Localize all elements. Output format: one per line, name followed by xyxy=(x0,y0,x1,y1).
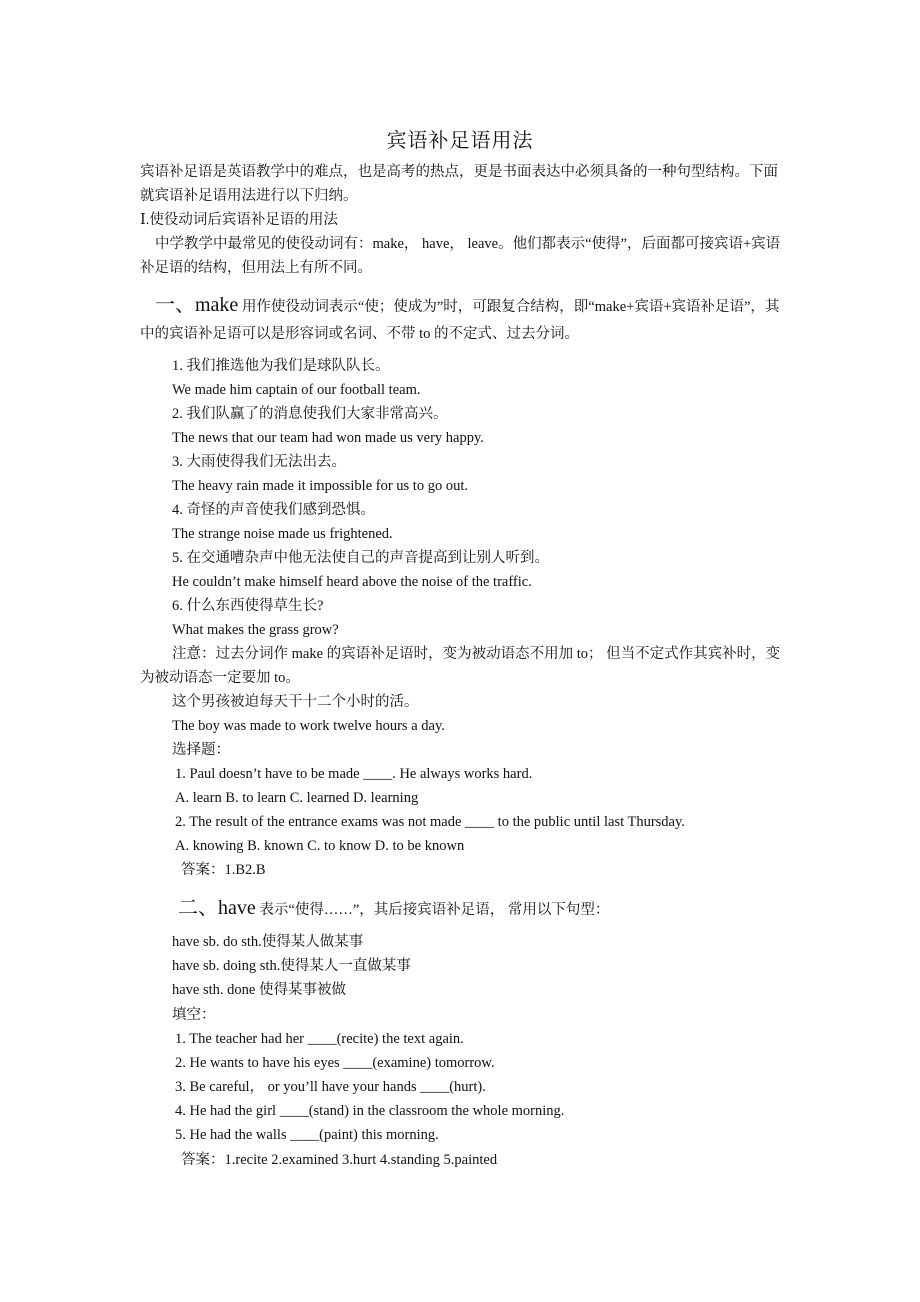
example-line: The news that our team had won made us very happy. xyxy=(172,430,484,446)
quiz-line: 1. Paul doesn’t have to be made ____. He always works hard. xyxy=(175,766,533,782)
example-line: 4. 奇怪的声音使我们感到恐惧。 xyxy=(172,502,375,518)
example-line: The boy was made to work twelve hours a day. xyxy=(172,718,445,734)
fill-line: 3. Be careful， or you’ll have your hands ____(hurt). xyxy=(175,1079,486,1095)
page-title: 宾语补足语用法 xyxy=(386,130,534,152)
note-paragraph xyxy=(140,642,784,690)
quiz-line: A. learn B. to learn C. learned D. learning xyxy=(175,790,419,806)
example-line: We made him captain of our football team. xyxy=(172,382,421,398)
make-section-label: 一、 xyxy=(155,294,195,316)
example-line: He couldn’t make himself heard above the noise of the traffic. xyxy=(172,574,532,590)
quiz-line: A. knowing B. known C. to know D. to be known xyxy=(175,838,465,854)
example-line: 1. 我们推选他为我们是球队队长。 xyxy=(172,358,390,374)
example-line: What makes the grass grow? xyxy=(172,622,339,638)
fill-heading: 填空： xyxy=(172,1007,216,1023)
intro-text: 宾语补足语是英语教学中的难点，也是高考的热点，更是书面表达中必须具备的一种句型结构。下面就宾语补足语用法进行以下归纳。 xyxy=(140,164,778,204)
pattern-line: have sb. doing sth.使得某人一直做某事 xyxy=(172,958,411,974)
pattern-line: have sth. done 使得某事被做 xyxy=(172,982,346,998)
make-section-description: 用作使役动词表示“使；使成为”时，可跟复合结构，即“make+宾语+宾语补足语”，其中的宾语补足语可以是形容词或名词、不带 to 的不定式、过去分词。 xyxy=(140,299,780,342)
example-line: The strange noise made us frightened. xyxy=(172,526,393,542)
example-line: 3. 大雨使得我们无法出去。 xyxy=(172,454,346,470)
make-keyword: make xyxy=(195,294,239,316)
have-keyword: have xyxy=(218,897,256,919)
fill-line: 4. He had the girl ____(stand) in the classroom the whole morning. xyxy=(175,1103,565,1119)
section-heading: Ⅰ.使役动词后宾语补足语的用法 xyxy=(140,212,338,228)
make-section-heading xyxy=(140,292,784,348)
intro-paragraph xyxy=(140,160,784,208)
note-text: 注意：过去分词作 make 的宾语补足语时，变为被动语态不用加 to； 但当不定式作其宾补时，变为被动语态一定要加 to。 xyxy=(140,646,781,686)
pattern-line: have sb. do sth.使得某人做某事 xyxy=(172,934,364,950)
have-section-heading xyxy=(178,896,609,922)
have-section-description: 表示“使得……”，其后接宾语补足语， 常用以下句型： xyxy=(255,902,610,918)
example-line: 5. 在交通嘈杂声中他无法使自己的声音提高到让别人听到。 xyxy=(172,550,549,566)
causative-verbs-text: 中学教学中最常见的使役动词有：make， have， leave。他们都表示“使得”，后面都可接宾语+宾语补足语的结构，但用法上有所不同。 xyxy=(140,236,781,276)
have-section-label: 二、 xyxy=(178,897,218,919)
example-line: 6. 什么东西使得草生长? xyxy=(172,598,324,614)
fill-line: 1. The teacher had her ____(recite) the text again. xyxy=(175,1031,464,1047)
quiz-line: 2. The result of the entrance exams was not made ____ to the public until last Thursday. xyxy=(175,814,685,830)
example-line: 这个男孩被迫每天干十二个小时的活。 xyxy=(172,694,419,710)
quiz-answer: 答案：1.B2.B xyxy=(181,862,266,878)
example-line: 2. 我们队赢了的消息使我们大家非常高兴。 xyxy=(172,406,448,422)
fill-answer: 答案：1.recite 2.examined 3.hurt 4.standing 5.painted xyxy=(181,1152,498,1168)
causative-verbs-paragraph xyxy=(140,232,784,280)
quiz-heading: 选择题： xyxy=(172,742,230,758)
example-line: The heavy rain made it impossible for us to go out. xyxy=(172,478,468,494)
fill-line: 5. He had the walls ____(paint) this morning. xyxy=(175,1127,439,1143)
fill-line: 2. He wants to have his eyes ____(examine) tomorrow. xyxy=(175,1055,495,1071)
